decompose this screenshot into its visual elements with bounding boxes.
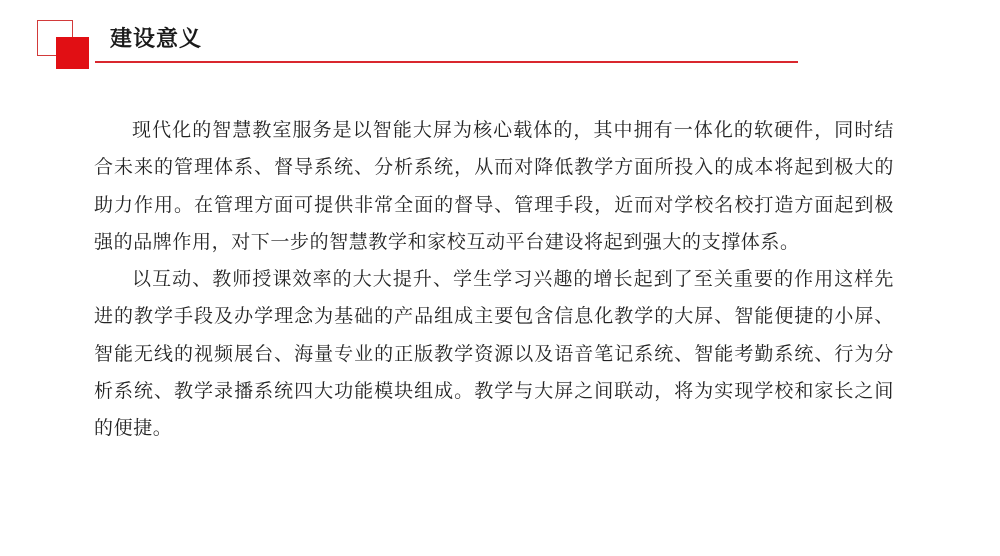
paragraph-2: 以互动、教师授课效率的大大提升、学生学习兴趣的增长起到了至关重要的作用这样先进的教学手段及办学理念为基础的产品组成主要包含信息化教学的大屏、智能便捷的小屏、智能无线的视频展台、海量专业的正版教学资源以及语音笔记系统、智能考勤系统、行为分析系统、教学录播系统四大功能模块组成。教学与大屏之间联动，将为实现学校和家长之间的便捷。 [94,268,894,440]
slide-title: 建设意义 [110,27,203,52]
paragraph-1: 现代化的智慧教室服务是以智能大屏为核心载体的，其中拥有一体化的软硬件，同时结合未来的管理体系、督导系统、分析系统，从而对降低教学方面所投入的成本将起到极大的助力作用。在管理方面可提供非常全面的督导、管理手段，近而对学校名校打造方面起到极强的品牌作用，对下一步的智慧教学和家校互动平台建设将起到强大的支撑体系。 [94,119,894,253]
title-decoration-red-square [56,37,89,69]
title-underline [95,61,798,63]
body-text [94,112,894,448]
